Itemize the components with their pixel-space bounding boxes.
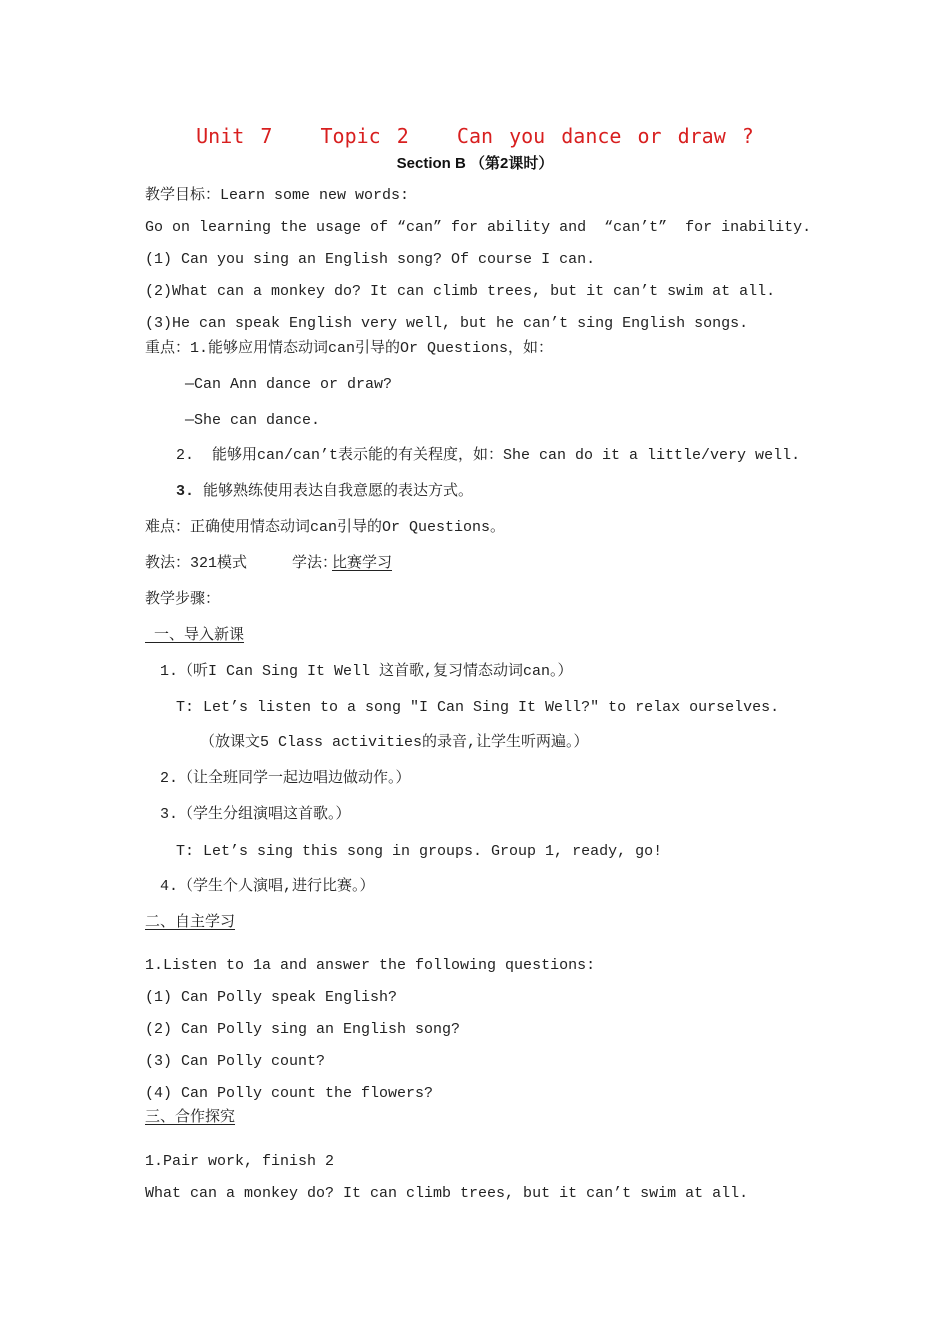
step-4: 4.（学生个人演唱,进行比赛。）	[160, 878, 375, 895]
section-heading-intro: 一、导入新课	[145, 627, 245, 644]
objective-usage-line: Go on learning the usage of “can” for ability and “can’t” for inability.	[145, 219, 812, 236]
teaching-objectives-line: 教学目标：Learn some new words:	[145, 187, 410, 204]
question-2: (2) Can Polly sing an English song?	[145, 1021, 461, 1038]
objective-example-1: (1) Can you sing an English song? Of course I can.	[145, 251, 596, 268]
objective-example-3: (3)He can speak English very well, but he can’t sing English songs.	[145, 315, 749, 332]
key-point-3-number: 3.	[176, 483, 195, 500]
key-points-line: 重点：1.能够应用情态动词can引导的Or Questions，如：	[145, 340, 554, 357]
section-subtitle: Section B （第2课时）	[396, 155, 554, 172]
step-1: 1.（听I Can Sing It Well 这首歌,复习情态动词can。）	[160, 663, 573, 680]
question-3: (3) Can Polly count?	[145, 1053, 326, 1070]
pair-work-task: 1.Pair work, finish 2	[145, 1153, 335, 1170]
self-study-task: 1.Listen to 1a and answer the following questions:	[145, 957, 596, 974]
step-1-note: （放课文5 Class activities的录音,让学生听两遍。）	[200, 734, 589, 751]
objective-example-2: (2)What can a monkey do? It can climb trees, but it can’t swim at all.	[145, 283, 776, 300]
pair-work-example: What can a monkey do? It can climb trees, but it can’t swim at all.	[145, 1185, 749, 1202]
section-heading-self-study: 二、自主学习	[145, 914, 236, 931]
question-1: (1) Can Polly speak English?	[145, 989, 398, 1006]
question-4: (4) Can Polly count the flowers?	[145, 1085, 434, 1102]
key-point-3-text: 能够熟练使用表达自我意愿的表达方式。	[203, 483, 474, 500]
key-point-answer: —She can dance.	[185, 412, 321, 429]
teaching-method-line: 教法：321模式 学法：	[145, 555, 338, 572]
step-2: 2.（让全班同学一起边唱边做动作。）	[160, 770, 411, 787]
key-point-2: 2. 能够用can/can’t表示能的有关程度，如：She can do it a little/very well.	[176, 447, 801, 464]
step-3: 3.（学生分组演唱这首歌。）	[160, 806, 351, 823]
difficult-points-line: 难点：正确使用情态动词can引导的Or Questions。	[145, 519, 506, 536]
teaching-steps-label: 教学步骤：	[145, 591, 221, 608]
step-3-teacher-line: T: Let’s sing this song in groups. Group 1, ready, go!	[176, 843, 663, 860]
step-1-teacher-line: T: Let’s listen to a song "I Can Sing It Well?" to relax ourselves.	[176, 699, 780, 716]
learning-method-link: 比赛学习	[332, 555, 393, 572]
document-title: Unit 7 Topic 2 Can you dance or draw ?	[196, 124, 754, 148]
section-heading-cooperation: 三、合作探究	[145, 1109, 236, 1126]
key-point-question: —Can Ann dance or draw?	[185, 376, 393, 393]
